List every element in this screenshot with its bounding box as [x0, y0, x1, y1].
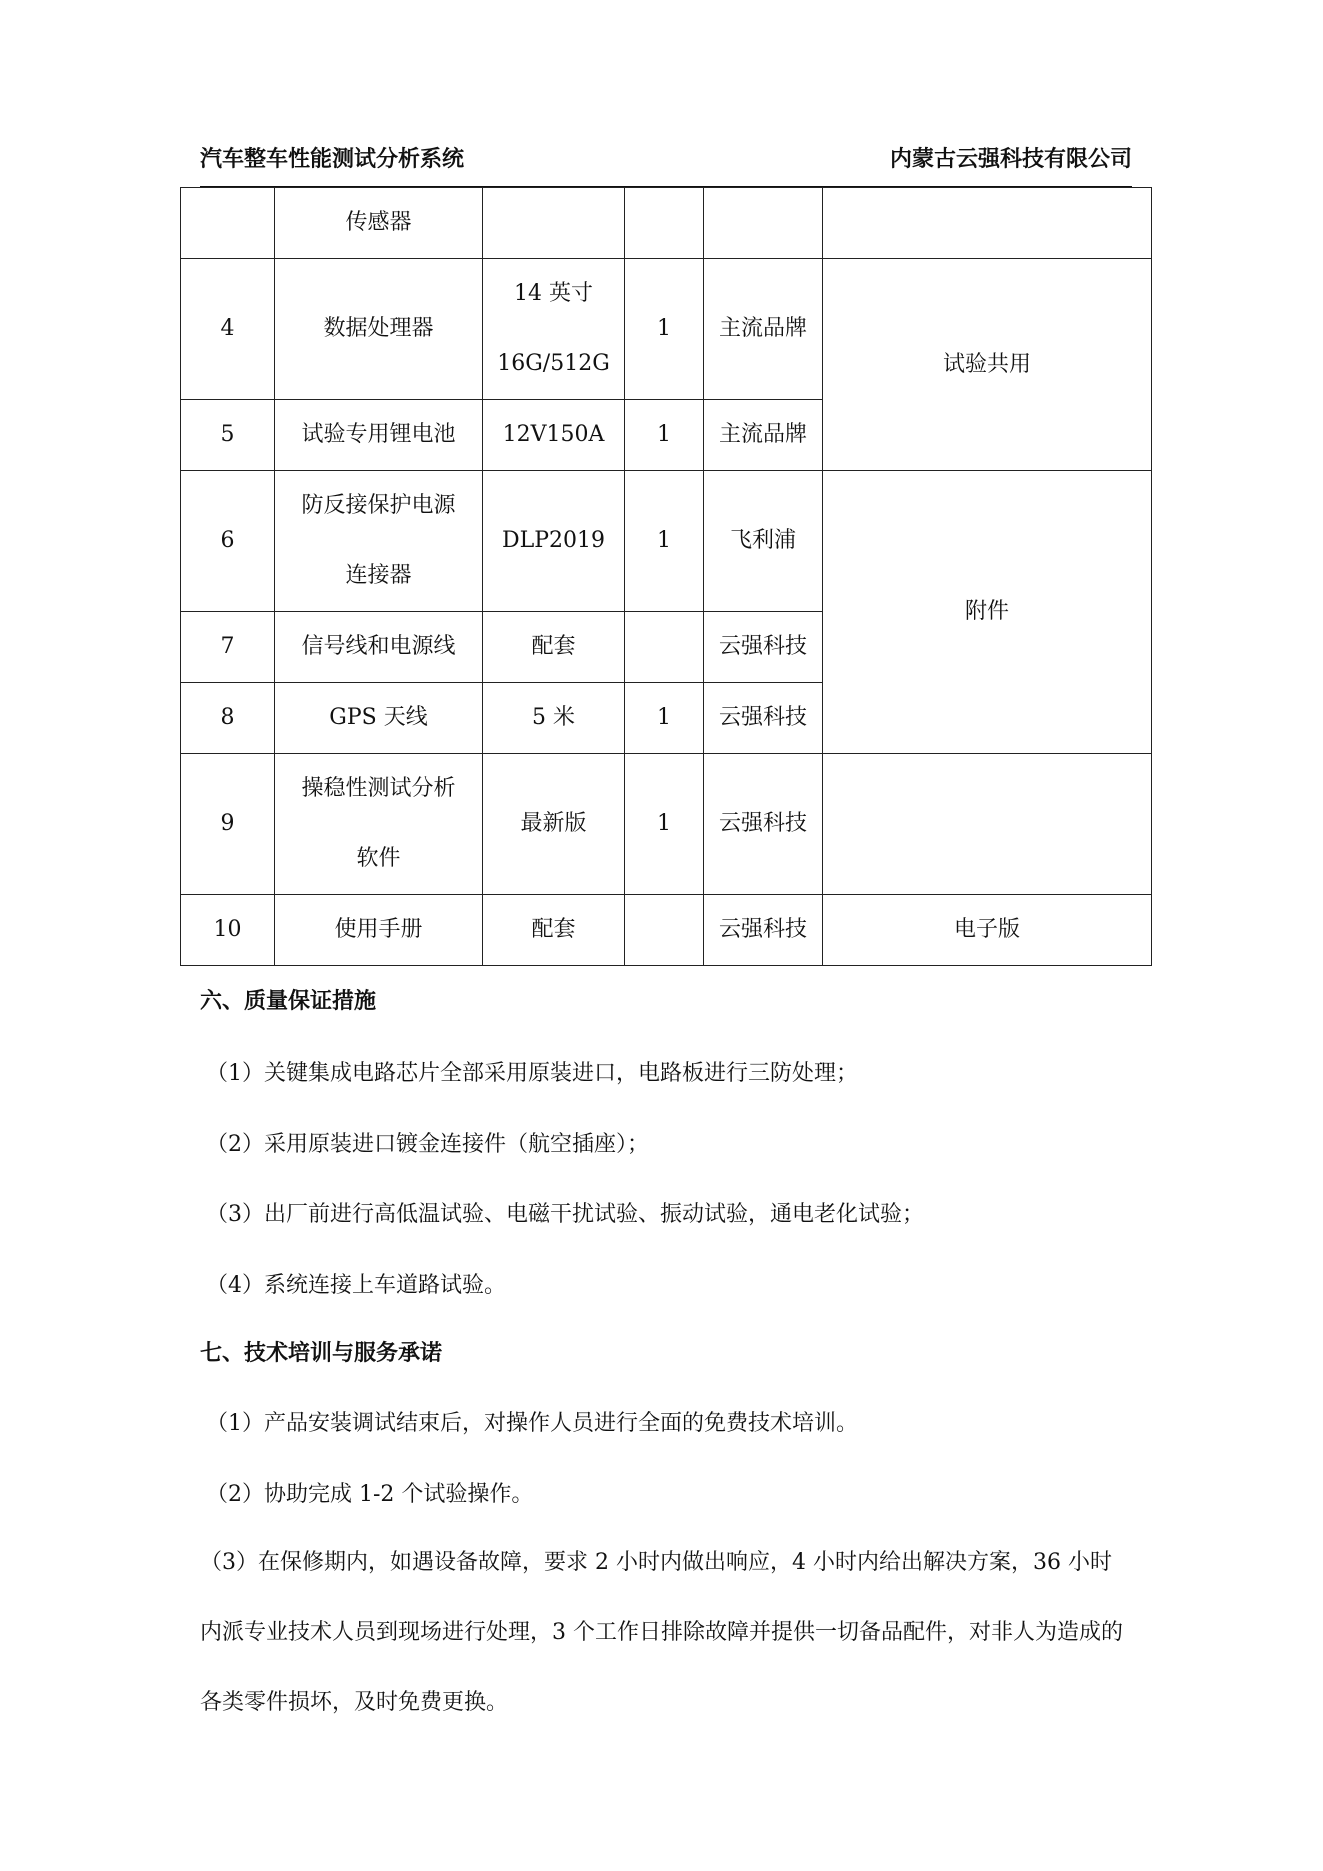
cell-name [275, 754, 483, 895]
table-row [181, 754, 1152, 895]
header-company-name: 内蒙古云强科技有限公司 [889, 147, 1132, 172]
cell-num: 5 [181, 400, 275, 471]
table-row [181, 259, 1152, 400]
cell-qty: 1 [625, 259, 704, 400]
cell-name-line: 防反接保护电源 [301, 493, 456, 518]
cell-qty [625, 895, 704, 966]
cell-qty: 1 [625, 400, 704, 471]
cell-brand: 云强科技 [704, 895, 823, 966]
cell-num: 6 [181, 471, 275, 612]
quality-item-3: （3）出厂前进行高低温试验、电磁干扰试验、振动试验，通电老化试验； [206, 1202, 924, 1227]
header-system-title: 汽车整车性能测试分析系统 [200, 147, 465, 172]
table-row [181, 188, 1152, 259]
page-header [200, 138, 1132, 172]
cell-qty: 1 [625, 683, 704, 754]
cell-name-line: 软件 [356, 846, 401, 871]
cell-note [823, 754, 1152, 895]
quality-item-2: （2）采用原装进口镀金连接件（航空插座）； [206, 1132, 649, 1157]
cell-qty [625, 188, 704, 259]
cell-spec [483, 259, 625, 400]
cell-brand: 云强科技 [704, 683, 823, 754]
cell-spec-line: 14 英寸 [514, 281, 593, 306]
cell-note-shared: 试验共用 [823, 259, 1152, 471]
section-heading-quality: 六、质量保证措施 [200, 989, 377, 1014]
training-item-2: （2）协助完成 1-2 个试验操作。 [206, 1482, 534, 1507]
cell-name: 使用手册 [275, 895, 483, 966]
cell-num [181, 188, 275, 259]
cell-num: 10 [181, 895, 275, 966]
table-row [181, 895, 1152, 966]
cell-num: 9 [181, 754, 275, 895]
table-row [181, 471, 1152, 612]
cell-name [275, 471, 483, 612]
cell-brand: 云强科技 [704, 754, 823, 895]
cell-spec [483, 188, 625, 259]
cell-name-line: 连接器 [345, 563, 412, 588]
cell-name: 数据处理器 [275, 259, 483, 400]
cell-spec: 12V150A [483, 400, 625, 471]
training-item-1: （1）产品安装调试结束后，对操作人员进行全面的免费技术培训。 [206, 1411, 858, 1436]
cell-qty: 1 [625, 471, 704, 612]
cell-spec: 最新版 [483, 754, 625, 895]
cell-note: 电子版 [823, 895, 1152, 966]
cell-brand: 飞利浦 [704, 471, 823, 612]
quality-item-4: （4）系统连接上车道路试验。 [206, 1273, 506, 1298]
cell-qty: 1 [625, 754, 704, 895]
cell-num: 7 [181, 612, 275, 683]
cell-spec: 5 米 [483, 683, 625, 754]
section-heading-training: 七、技术培训与服务承诺 [200, 1341, 443, 1366]
quality-item-1: （1）关键集成电路芯片全部采用原装进口，电路板进行三防处理； [206, 1061, 858, 1086]
training-item-3: （3）在保修期内，如遇设备故障，要求 2 小时内做出响应，4 小时内给出解决方案，36 小时内派专业技术人员到现场进行处理，3 个工作日排除故障并提供一切备品配件，对非人为造成的各类零件损坏，及时免费更换。 [200, 1550, 1123, 1715]
cell-qty [625, 612, 704, 683]
cell-name: 传感器 [275, 188, 483, 259]
cell-note-shared: 附件 [823, 471, 1152, 754]
cell-brand: 主流品牌 [704, 259, 823, 400]
cell-num: 8 [181, 683, 275, 754]
cell-spec: 配套 [483, 895, 625, 966]
cell-name: 信号线和电源线 [275, 612, 483, 683]
cell-spec: 配套 [483, 612, 625, 683]
cell-spec-line: 16G/512G [497, 351, 610, 376]
cell-note [823, 188, 1152, 259]
cell-brand: 主流品牌 [704, 400, 823, 471]
cell-num: 4 [181, 259, 275, 400]
cell-name: GPS 天线 [275, 683, 483, 754]
cell-brand [704, 188, 823, 259]
equipment-table [180, 187, 1152, 966]
cell-brand: 云强科技 [704, 612, 823, 683]
cell-name: 试验专用锂电池 [275, 400, 483, 471]
cell-spec: DLP2019 [483, 471, 625, 612]
cell-name-line: 操稳性测试分析 [301, 776, 456, 801]
